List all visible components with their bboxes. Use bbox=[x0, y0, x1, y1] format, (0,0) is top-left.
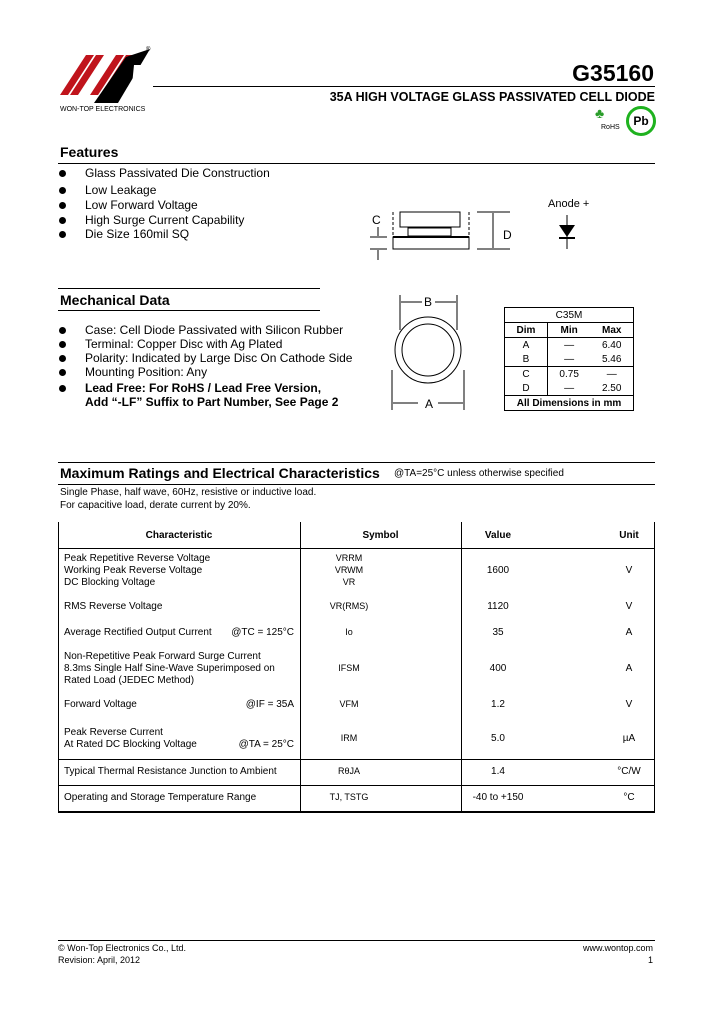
characteristic: Average Rectified Output Current bbox=[64, 627, 212, 638]
col-characteristic: Characteristic bbox=[145, 530, 213, 541]
mechanical-heading: Mechanical Data bbox=[60, 292, 170, 308]
divider bbox=[58, 484, 655, 485]
characteristic: At Rated DC Blocking Voltage bbox=[64, 739, 197, 750]
unit: A bbox=[625, 663, 633, 674]
feature-item: High Surge Current Capability bbox=[85, 213, 245, 227]
symbol: RθJA bbox=[337, 766, 360, 776]
value: 1120 bbox=[487, 601, 509, 612]
dim-row bbox=[505, 338, 634, 353]
mechanical-item: Mounting Position: Any bbox=[85, 365, 208, 379]
condition: @TA = 25°C bbox=[238, 739, 294, 750]
bullet-icon bbox=[59, 385, 66, 392]
ratings-heading: Maximum Ratings and Electrical Characteristics bbox=[60, 465, 380, 481]
dim-footer: All Dimensions in mm bbox=[505, 396, 634, 411]
divider bbox=[58, 288, 320, 289]
unit: °C/W bbox=[617, 766, 641, 777]
dim-row bbox=[505, 352, 634, 367]
bullet-icon bbox=[59, 355, 66, 362]
divider bbox=[58, 462, 655, 463]
characteristic: RMS Reverse Voltage bbox=[64, 601, 163, 612]
symbol: VRRM bbox=[335, 553, 363, 563]
mechanical-item: Terminal: Copper Disc with Ag Plated bbox=[85, 337, 283, 351]
divider bbox=[58, 163, 655, 164]
characteristic: Non-Repetitive Peak Forward Surge Current bbox=[64, 651, 261, 662]
value: 1600 bbox=[486, 565, 510, 576]
label-b: B bbox=[424, 295, 433, 309]
feature-item: Low Forward Voltage bbox=[85, 198, 198, 212]
symbol: Io bbox=[345, 627, 353, 637]
unit: V bbox=[625, 699, 633, 710]
feature-item: Die Size 160mil SQ bbox=[85, 227, 190, 241]
page-number: 1 bbox=[647, 955, 653, 965]
value: 1.2 bbox=[491, 699, 505, 710]
rohs-label: RoHS bbox=[601, 124, 620, 131]
characteristic: 8.3ms Single Half Sine-Wave Superimposed on bbox=[64, 663, 275, 674]
rohs-tree-icon: ♣ bbox=[595, 105, 605, 121]
symbol: VRWM bbox=[334, 565, 364, 575]
symbol: IFSM bbox=[338, 663, 360, 673]
symbol: VFM bbox=[339, 699, 359, 709]
unit: A bbox=[625, 627, 633, 638]
mechanical-item: Case: Cell Diode Passivated with Silicon Rubber bbox=[85, 323, 344, 337]
bullet-icon bbox=[59, 231, 66, 238]
diode-symbol-icon bbox=[556, 215, 578, 255]
min-header: Min bbox=[560, 324, 578, 336]
mechanical-item: Lead Free: For RoHS / Lead Free Version, bbox=[85, 381, 322, 395]
dim-cell: — bbox=[564, 353, 575, 365]
condition: @IF = 35A bbox=[245, 699, 294, 710]
subtitle: 35A HIGH VOLTAGE GLASS PASSIVATED CELL DIODE bbox=[329, 90, 655, 104]
symbol: IRM bbox=[340, 733, 358, 743]
feature-item: Glass Passivated Die Construction bbox=[85, 166, 270, 180]
dim-cell: 6.40 bbox=[601, 339, 622, 351]
max-header: Max bbox=[601, 324, 622, 336]
revision: Revision: April, 2012 bbox=[58, 955, 141, 965]
feature-item: Low Leakage bbox=[85, 183, 157, 197]
bullet-icon bbox=[59, 369, 66, 376]
characteristic: Typical Thermal Resistance Junction to Ambient bbox=[64, 766, 277, 777]
label-a: A bbox=[425, 397, 434, 411]
characteristic: Forward Voltage bbox=[64, 699, 137, 710]
svg-text:®: ® bbox=[146, 47, 151, 53]
note-2: For capacitive load, derate current by 20%. bbox=[60, 500, 251, 511]
dim-cell: 5.46 bbox=[601, 353, 622, 365]
unit: µA bbox=[622, 733, 636, 744]
value: 5.0 bbox=[491, 733, 505, 744]
package-name: C35M bbox=[505, 308, 634, 323]
symbol: TJ, TSTG bbox=[329, 792, 369, 802]
dim-cell: C bbox=[505, 367, 548, 382]
anode-label: Anode + bbox=[548, 198, 590, 210]
characteristic: Rated Load (JEDEC Method) bbox=[64, 675, 195, 686]
pb-label: Pb bbox=[633, 114, 649, 128]
unit: V bbox=[625, 601, 633, 612]
dim-cell: — bbox=[564, 339, 575, 351]
dim-cell: A bbox=[505, 338, 548, 353]
characteristic: Peak Repetitive Reverse Voltage bbox=[64, 553, 211, 564]
value: 400 bbox=[489, 663, 507, 674]
copyright: © Won-Top Electronics Co., Ltd. bbox=[58, 943, 187, 953]
symbol: VR bbox=[342, 577, 356, 587]
value: 35 bbox=[492, 627, 504, 638]
note-1: Single Phase, half wave, 60Hz, resistive or inductive load. bbox=[60, 487, 317, 498]
dim-cell: 0.75 bbox=[559, 368, 579, 380]
value: -40 to +150 bbox=[472, 792, 524, 803]
col-unit: Unit bbox=[619, 530, 639, 541]
unit: °C bbox=[623, 792, 635, 803]
part-number: G35160 bbox=[572, 60, 654, 86]
dim-header: Dim bbox=[505, 323, 548, 338]
col-value: Value bbox=[484, 530, 512, 541]
condition: @TC = 125°C bbox=[231, 627, 294, 638]
dim-cell: — bbox=[564, 382, 575, 394]
divider bbox=[153, 86, 655, 87]
dim-cell: D bbox=[505, 381, 548, 396]
footer-divider bbox=[58, 940, 655, 941]
bullet-icon bbox=[59, 170, 66, 177]
value: 1.4 bbox=[491, 766, 505, 777]
bullet-icon bbox=[59, 187, 66, 194]
label-d: D bbox=[503, 228, 512, 242]
label-c: C bbox=[372, 213, 381, 227]
features-heading: Features bbox=[60, 144, 119, 160]
divider bbox=[58, 310, 320, 311]
characteristic: Operating and Storage Temperature Range bbox=[64, 792, 257, 803]
col-symbol: Symbol bbox=[362, 530, 399, 541]
dimension-table bbox=[504, 307, 634, 411]
dim-row bbox=[505, 367, 634, 382]
website-link[interactable]: www.wontop.com bbox=[582, 943, 653, 953]
lead-free-suffix: Add “-LF” Suffix to Part Number, See Page 2 bbox=[85, 395, 339, 409]
characteristic: Peak Reverse Current bbox=[64, 727, 163, 738]
side-view-diagram bbox=[365, 205, 525, 265]
logo-text: WON-TOP ELECTRONICS bbox=[60, 106, 146, 113]
dim-row bbox=[505, 381, 634, 396]
dim-cell: B bbox=[505, 352, 548, 367]
mechanical-item: Polarity: Indicated by Large Disc On Cathode Side bbox=[85, 351, 353, 365]
characteristic: Working Peak Reverse Voltage bbox=[64, 565, 203, 576]
bullet-icon bbox=[59, 202, 66, 209]
dim-cell: 2.50 bbox=[601, 382, 622, 394]
unit: V bbox=[625, 565, 633, 576]
bullet-icon bbox=[59, 341, 66, 348]
won-top-logo bbox=[60, 45, 152, 107]
bullet-icon bbox=[59, 327, 66, 334]
bullet-icon bbox=[59, 217, 66, 224]
ratings-condition: @TA=25°C unless otherwise specified bbox=[394, 468, 564, 479]
pb-free-icon bbox=[626, 106, 656, 136]
characteristic: DC Blocking Voltage bbox=[64, 577, 156, 588]
dim-cell: — bbox=[606, 368, 617, 380]
symbol: VR(RMS) bbox=[329, 601, 369, 611]
